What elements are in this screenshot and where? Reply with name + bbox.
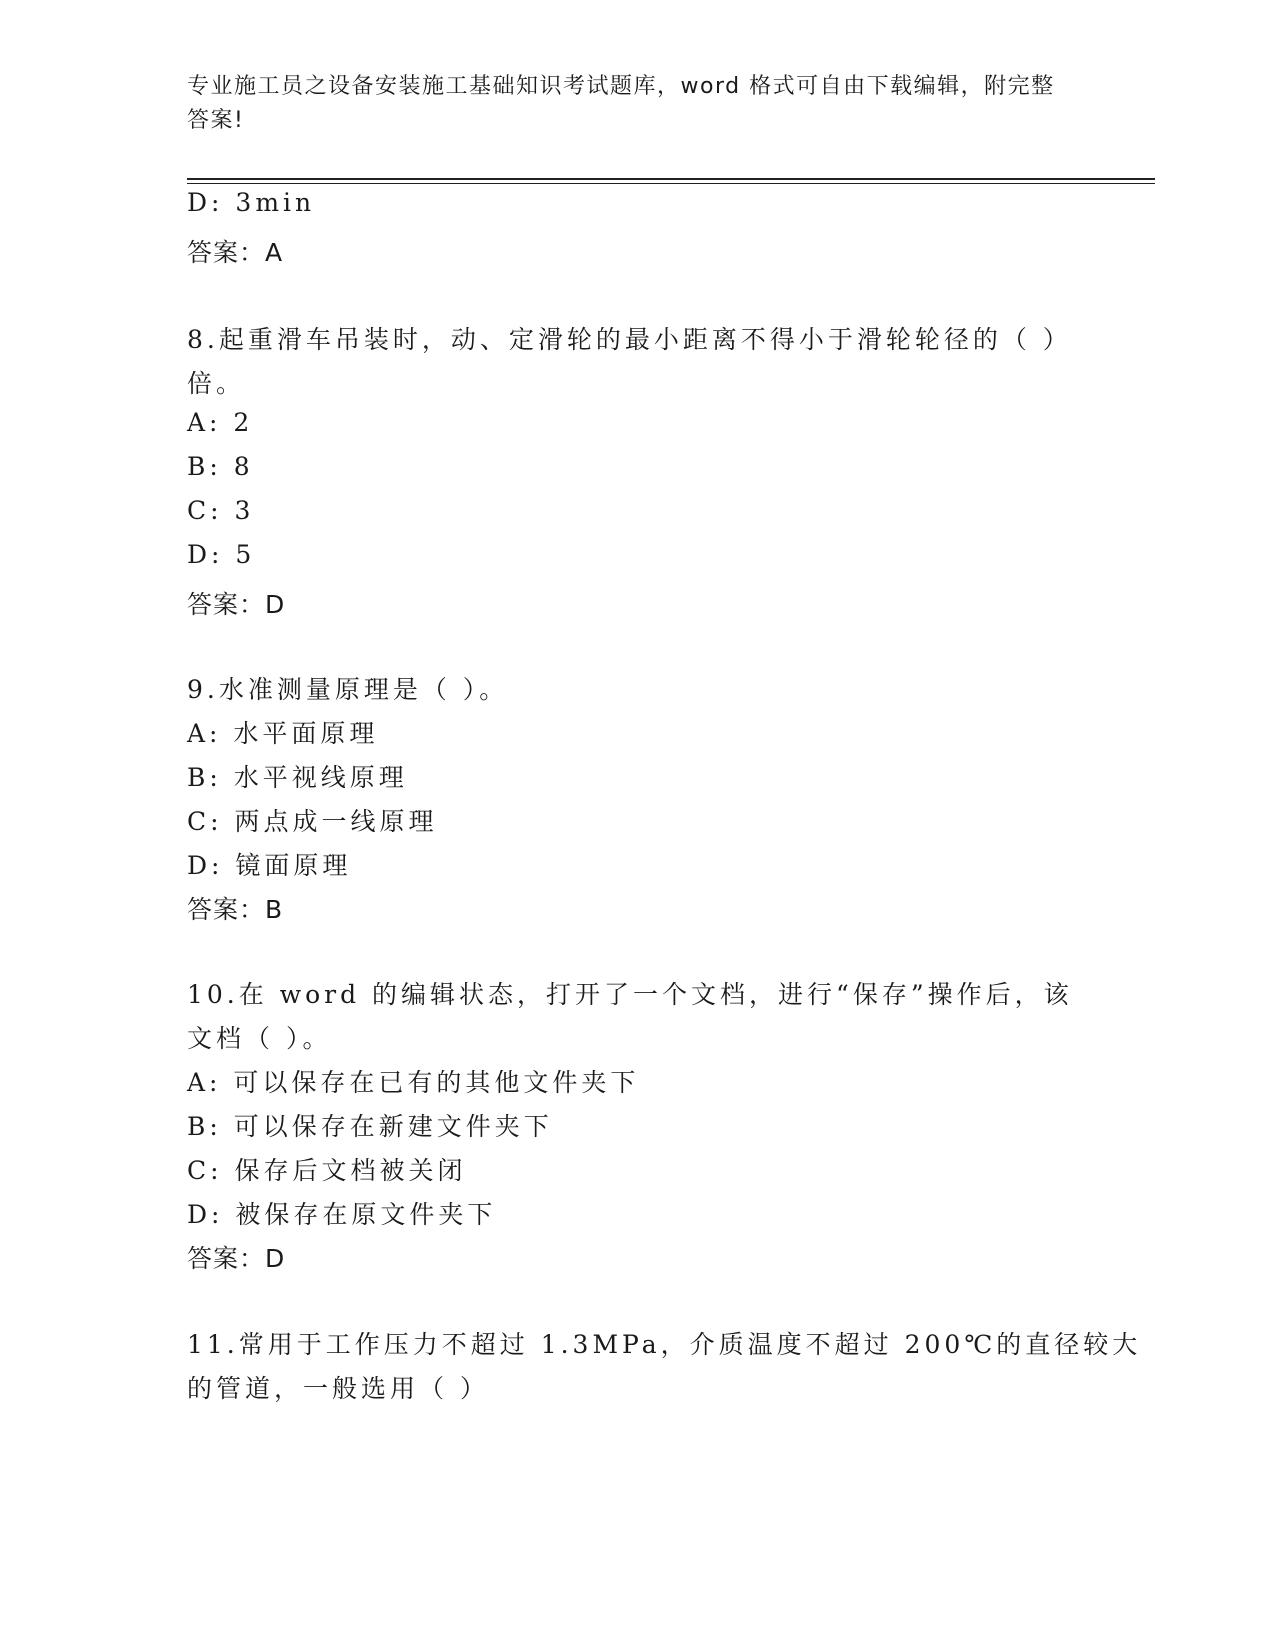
question-10-option-a: A: 可以保存在已有的其他文件夹下 [187,1068,640,1097]
question-8-stem-line1: 8.起重滑车吊装时，动、定滑轮的最小距离不得小于滑轮轮径的（ ） [187,325,1072,354]
question-9-option-d: D: 镜面原理 [187,851,352,880]
question-8-option-c: C: 3 [187,496,255,525]
question-8-answer: 答案：D [187,590,286,619]
question-10-stem-line2: 文档（ ）。 [187,1024,332,1053]
question-9-option-b: B: 水平视线原理 [187,763,408,792]
question-11-stem-line1: 11.常用于工作压力不超过 1.3MPa，介质温度不超过 200℃的直径较大 [187,1330,1142,1359]
question-9-option-a: A: 水平面原理 [187,719,379,748]
header-divider-thin [187,183,1155,184]
prev-question-option-d: D: 3min [187,188,316,217]
question-10-stem-line1: 10.在 word 的编辑状态，打开了一个文档，进行“保存”操作后，该 [187,980,1073,1009]
document-header-title: 专业施工员之设备安装施工基础知识考试题库，word 格式可自由下载编辑，附完整答案! [187,74,1055,133]
header-divider-thick [187,178,1155,180]
question-8-option-d: D: 5 [187,540,256,569]
question-9-answer: 答案：B [187,895,284,924]
question-10-option-d: D: 被保存在原文件夹下 [187,1200,497,1229]
question-9-stem: 9.水准测量原理是（ ）。 [187,675,509,704]
question-11-stem-line2: 的管道，一般选用（ ） [187,1374,489,1403]
question-10-answer: 答案：D [187,1244,286,1273]
question-10-option-c: C: 保存后文档被关闭 [187,1156,467,1185]
question-8-option-b: B: 8 [187,452,254,481]
question-10-option-b: B: 可以保存在新建文件夹下 [187,1112,553,1141]
question-9-option-c: C: 两点成一线原理 [187,807,438,836]
prev-question-answer: 答案：A [187,238,284,267]
question-8-stem-line2: 倍。 [187,369,246,398]
question-8-option-a: A: 2 [187,408,254,437]
